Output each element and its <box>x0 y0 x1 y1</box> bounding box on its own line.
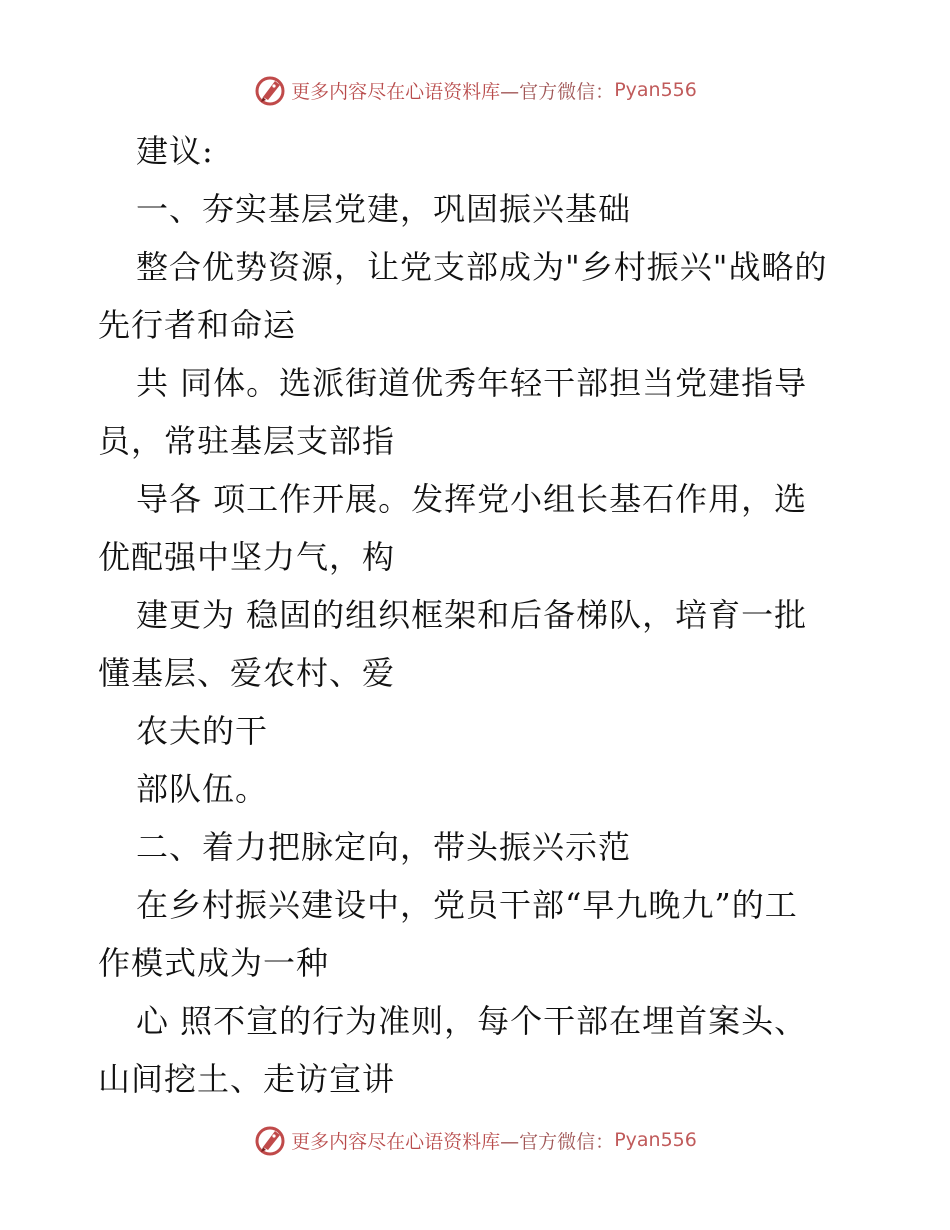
header-watermark-banner <box>0 70 950 110</box>
paragraph-line: 先行者和命运 <box>98 306 297 344</box>
banner-text: 更多内容尽在心语资料库 <box>291 1130 501 1153</box>
banner-text: 更多内容尽在心语资料库 <box>291 80 501 103</box>
paragraph-line: 山间挖土、走访宣讲 <box>98 1060 396 1098</box>
banner-handle: Pyan556 <box>614 79 697 101</box>
footer-watermark-banner <box>0 1120 950 1160</box>
paragraph-line: 共 同体。选派街道优秀年轻干部担当党建指导 <box>136 364 808 402</box>
section-heading: 一、夯实基层党建，巩固振兴基础 <box>136 190 632 228</box>
paragraph-line: 农夫的干 <box>136 712 269 750</box>
banner-label: —官方微信： <box>500 1130 615 1153</box>
paragraph-line: 优配强中坚力气，构 <box>98 538 396 576</box>
pen-nib-logo-icon <box>253 1123 287 1157</box>
paragraph-line: 员，常驻基层支部指 <box>98 422 396 460</box>
paragraph-line: 在乡村振兴建设中，党员干部“早九晚九”的工 <box>136 886 798 924</box>
paragraph-line: 作模式成为一种 <box>98 944 330 982</box>
banner-handle: Pyan556 <box>614 1129 697 1151</box>
section-heading: 二、着力把脉定向，带头振兴示范 <box>136 828 632 866</box>
paragraph-line: 懂基层、爱农村、爱 <box>98 654 396 692</box>
pen-nib-logo-icon <box>253 73 287 107</box>
paragraph-line: 导各 项工作开展。发挥党小组长基石作用，选 <box>136 480 808 518</box>
paragraph-line: 心 照不宣的行为准则，每个干部在埋首案头、 <box>136 1002 808 1040</box>
paragraph-line: 建更为 稳固的组织框架和后备梯队，培育一批 <box>136 596 808 634</box>
paragraph-line: 整合优势资源，让党支部成为"乡村振兴"战略的 <box>136 248 828 286</box>
banner-label: —官方微信： <box>500 80 615 103</box>
document-body <box>98 122 878 1108</box>
paragraph-heading: 建议: <box>136 132 214 170</box>
paragraph-line: 部队伍。 <box>136 770 269 808</box>
